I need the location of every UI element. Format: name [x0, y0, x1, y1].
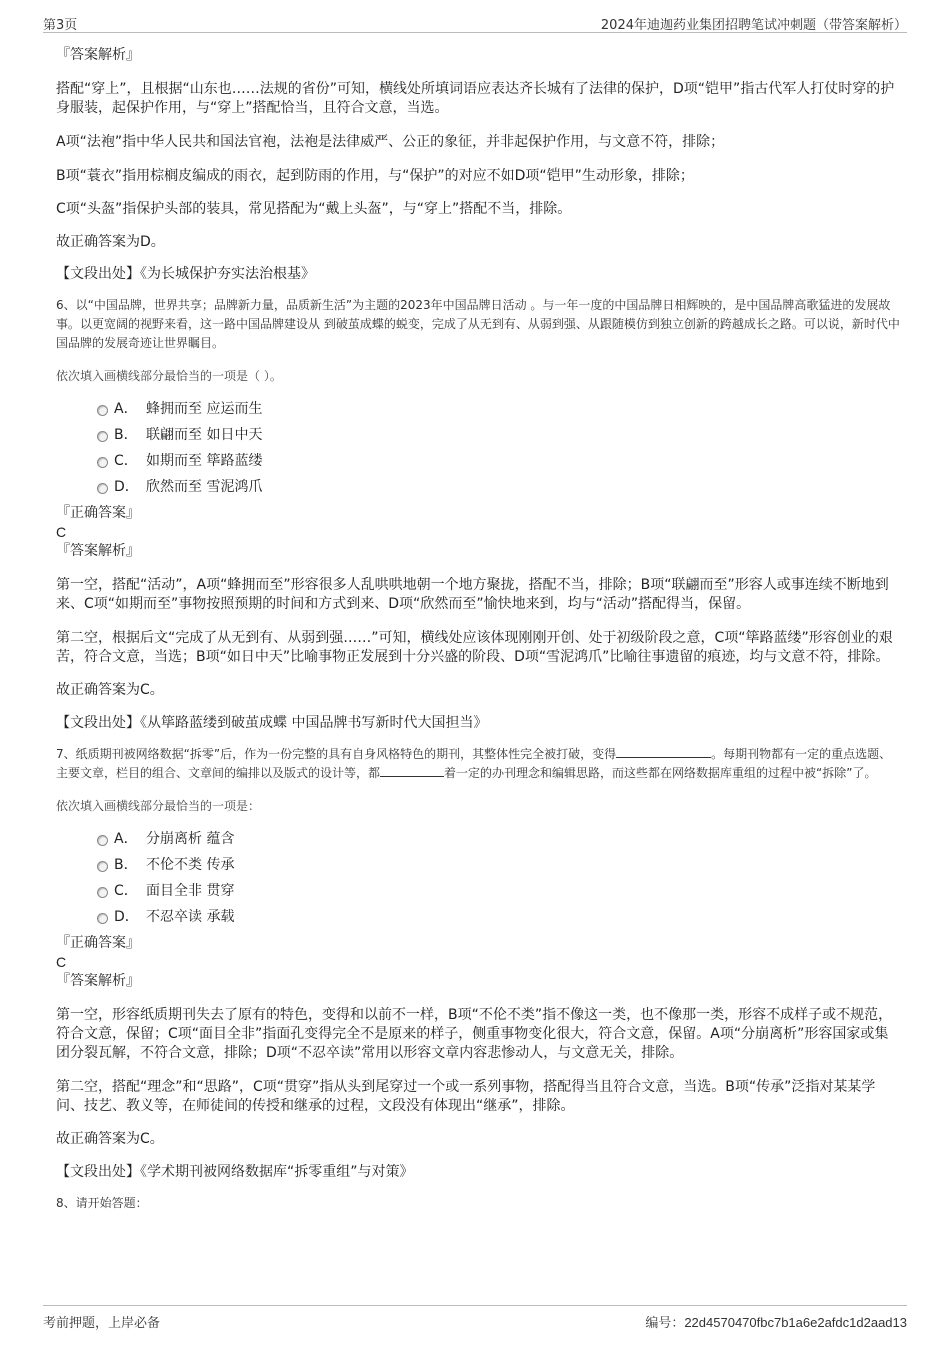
question-prompt: 依次填入画横线部分最恰当的一项是： [56, 799, 261, 813]
answer-analysis-label: 『答案解析』 [56, 47, 140, 63]
option-d[interactable]: D． 欣然而至 雪泥鸿爪 [56, 474, 900, 500]
analysis-paragraph: 第一空，形容纸质期刊失去了原有的特色，变得和以前不一样，B项“不伦不类”指不像这一类，也不像那一类，形容不成样子或不规范，符合文意，保留；C项“面目全非”指面孔变得完全不是原来的样子，侧重事物变化很大，符合文意，保留。A项“分崩离析”形容国家或集团分裂瓦解，不符合文意，排除；D项“不忍卒读”常用以形容文章内容悲惨动人，与文意无关，排除。 [56, 1007, 893, 1061]
analysis-paragraph: 第一空，搭配“活动”，A项“蜂拥而至”形容很多人乱哄哄地朝一个地方聚拢，搭配不当，排除；B项“联翩而至”形容人或事连续不断地到来、C项“如期而至”事物按照预期的时间和方式到来、D项“欣然而至”愉快地来到，均与“活动”搭配得当，保留。 [56, 577, 889, 612]
answer-analysis-label: 『答案解析』 [56, 543, 140, 559]
page-header [43, 12, 907, 33]
option-a[interactable]: A． 分崩离析 蕴含 [56, 826, 900, 852]
conclusion: 故正确答案为C。 [56, 682, 164, 698]
correct-answer: C [56, 524, 67, 540]
option-a[interactable]: A． 蜂拥而至 应运而生 [56, 396, 900, 422]
page-footer [43, 1305, 907, 1331]
radio-icon[interactable] [97, 405, 108, 416]
options-list [56, 396, 900, 500]
question-prompt: 依次填入画横线部分最恰当的一项是（ ）。 [56, 369, 282, 383]
document-code: 编号：22d4570470fbc7b1a6e2afdc1d2aad13 [645, 1315, 907, 1331]
radio-icon[interactable] [97, 457, 108, 468]
radio-icon[interactable] [97, 483, 108, 494]
text-source: 【文段出处】《从筚路蓝缕到破茧成蝶 中国品牌书写新时代大国担当》 [56, 715, 488, 731]
text-source: 【文段出处】《为长城保护夯实法治根基》 [56, 266, 315, 282]
radio-icon[interactable] [97, 887, 108, 898]
fill-blank [380, 764, 444, 777]
question-8-text: 8、请开始答题： [56, 1196, 148, 1210]
analysis-paragraph: B项“蓑衣”指用棕榈皮编成的雨衣，起到防雨的作用，与“保护”的对应不如D项“铠甲”生动形象，排除； [56, 168, 694, 184]
document-body [56, 40, 900, 1213]
question-7-text: 7、纸质期刊被网络数据“拆零”后，作为一份完整的具有自身风格特色的期刊，其整体性完全被打破，变得 。每期刊物都有一定的重点选题、主要文章，栏目的组合、文章间的编排以及版式的设计等，都 着一定的办刊理念和编辑思路，而这些都在网络数据库重组的过程中被“拆除”了。 [56, 747, 892, 780]
option-b[interactable]: B． 联翩而至 如日中天 [56, 422, 900, 448]
radio-icon[interactable] [97, 431, 108, 442]
options-list [56, 826, 900, 930]
page-number: 第3页 [43, 18, 78, 33]
conclusion: 故正确答案为D。 [56, 234, 165, 250]
radio-icon[interactable] [97, 913, 108, 924]
answer-analysis-label: 『答案解析』 [56, 973, 140, 989]
radio-icon[interactable] [97, 861, 108, 872]
option-b[interactable]: B． 不伦不类 传承 [56, 852, 900, 878]
analysis-paragraph: C项“头盔”指保护头部的装具，常见搭配为“戴上头盔”，与“穿上”搭配不当，排除。 [56, 201, 572, 217]
correct-answer: C [56, 954, 67, 970]
option-d[interactable]: D． 不忍卒读 承载 [56, 904, 900, 930]
conclusion: 故正确答案为C。 [56, 1131, 164, 1147]
analysis-paragraph: 第二空，根据后文“完成了从无到有、从弱到强……”可知，横线处应该体现刚刚开创、处于初级阶段之意，C项“筚路蓝缕”形容创业的艰苦，符合文意，当选；B项“如日中天”比喻事物正发展到十分兴盛的阶段、D项“雪泥鸿爪”比喻往事遗留的痕迹，均与文意不符，排除。 [56, 630, 893, 665]
option-c[interactable]: C． 如期而至 筚路蓝缕 [56, 448, 900, 474]
analysis-paragraph: 第二空，搭配“理念”和“思路”，C项“贯穿”指从头到尾穿过一个或一系列事物，搭配得当且符合文意，当选。B项“传承”泛指对某某学问、技艺、教义等，在师徒间的传授和继承的过程，文段没有体现出“继承”，排除。 [56, 1079, 876, 1114]
analysis-paragraph: A项“法袍”指中华人民共和国法官袍，法袍是法律威严、公正的象征，并非起保护作用，与文意不符，排除； [56, 134, 725, 150]
radio-icon[interactable] [97, 835, 108, 846]
option-c[interactable]: C． 面目全非 贯穿 [56, 878, 900, 904]
correct-answer-label: 『正确答案』 [56, 505, 140, 521]
question-6-text: 6、以“中国品牌，世界共享；品牌新力量，品质新生活”为主题的2023年中国品牌日活动 。与一年一度的中国品牌日相辉映的，是中国品牌高歌猛进的发展故事。以更宽阔的视野来看，这一路中国品牌建设从 到破茧成蝶的蜕变，完成了从无到有、从弱到强、从跟随模仿到独立创新的跨越成长之路。可以说，新时代中国品牌的发展奇迹让世界瞩目。 [56, 298, 900, 350]
fill-blank [616, 745, 711, 758]
footer-slogan: 考前押题，上岸必备 [43, 1316, 161, 1331]
text-source: 【文段出处】《学术期刊被网络数据库“拆零重组”与对策》 [56, 1164, 414, 1180]
analysis-paragraph: 搭配“穿上”，且根据“山东也……法规的省份”可知，横线处所填词语应表达齐长城有了法律的保护，D项“铠甲”指古代军人打仗时穿的护身服装，起保护作用，与“穿上”搭配恰当，且符合文意，当选。 [56, 81, 895, 116]
document-title: 2024年迪迦药业集团招聘笔试冲刺题（带答案解析） [600, 18, 907, 33]
correct-answer-label: 『正确答案』 [56, 935, 140, 951]
